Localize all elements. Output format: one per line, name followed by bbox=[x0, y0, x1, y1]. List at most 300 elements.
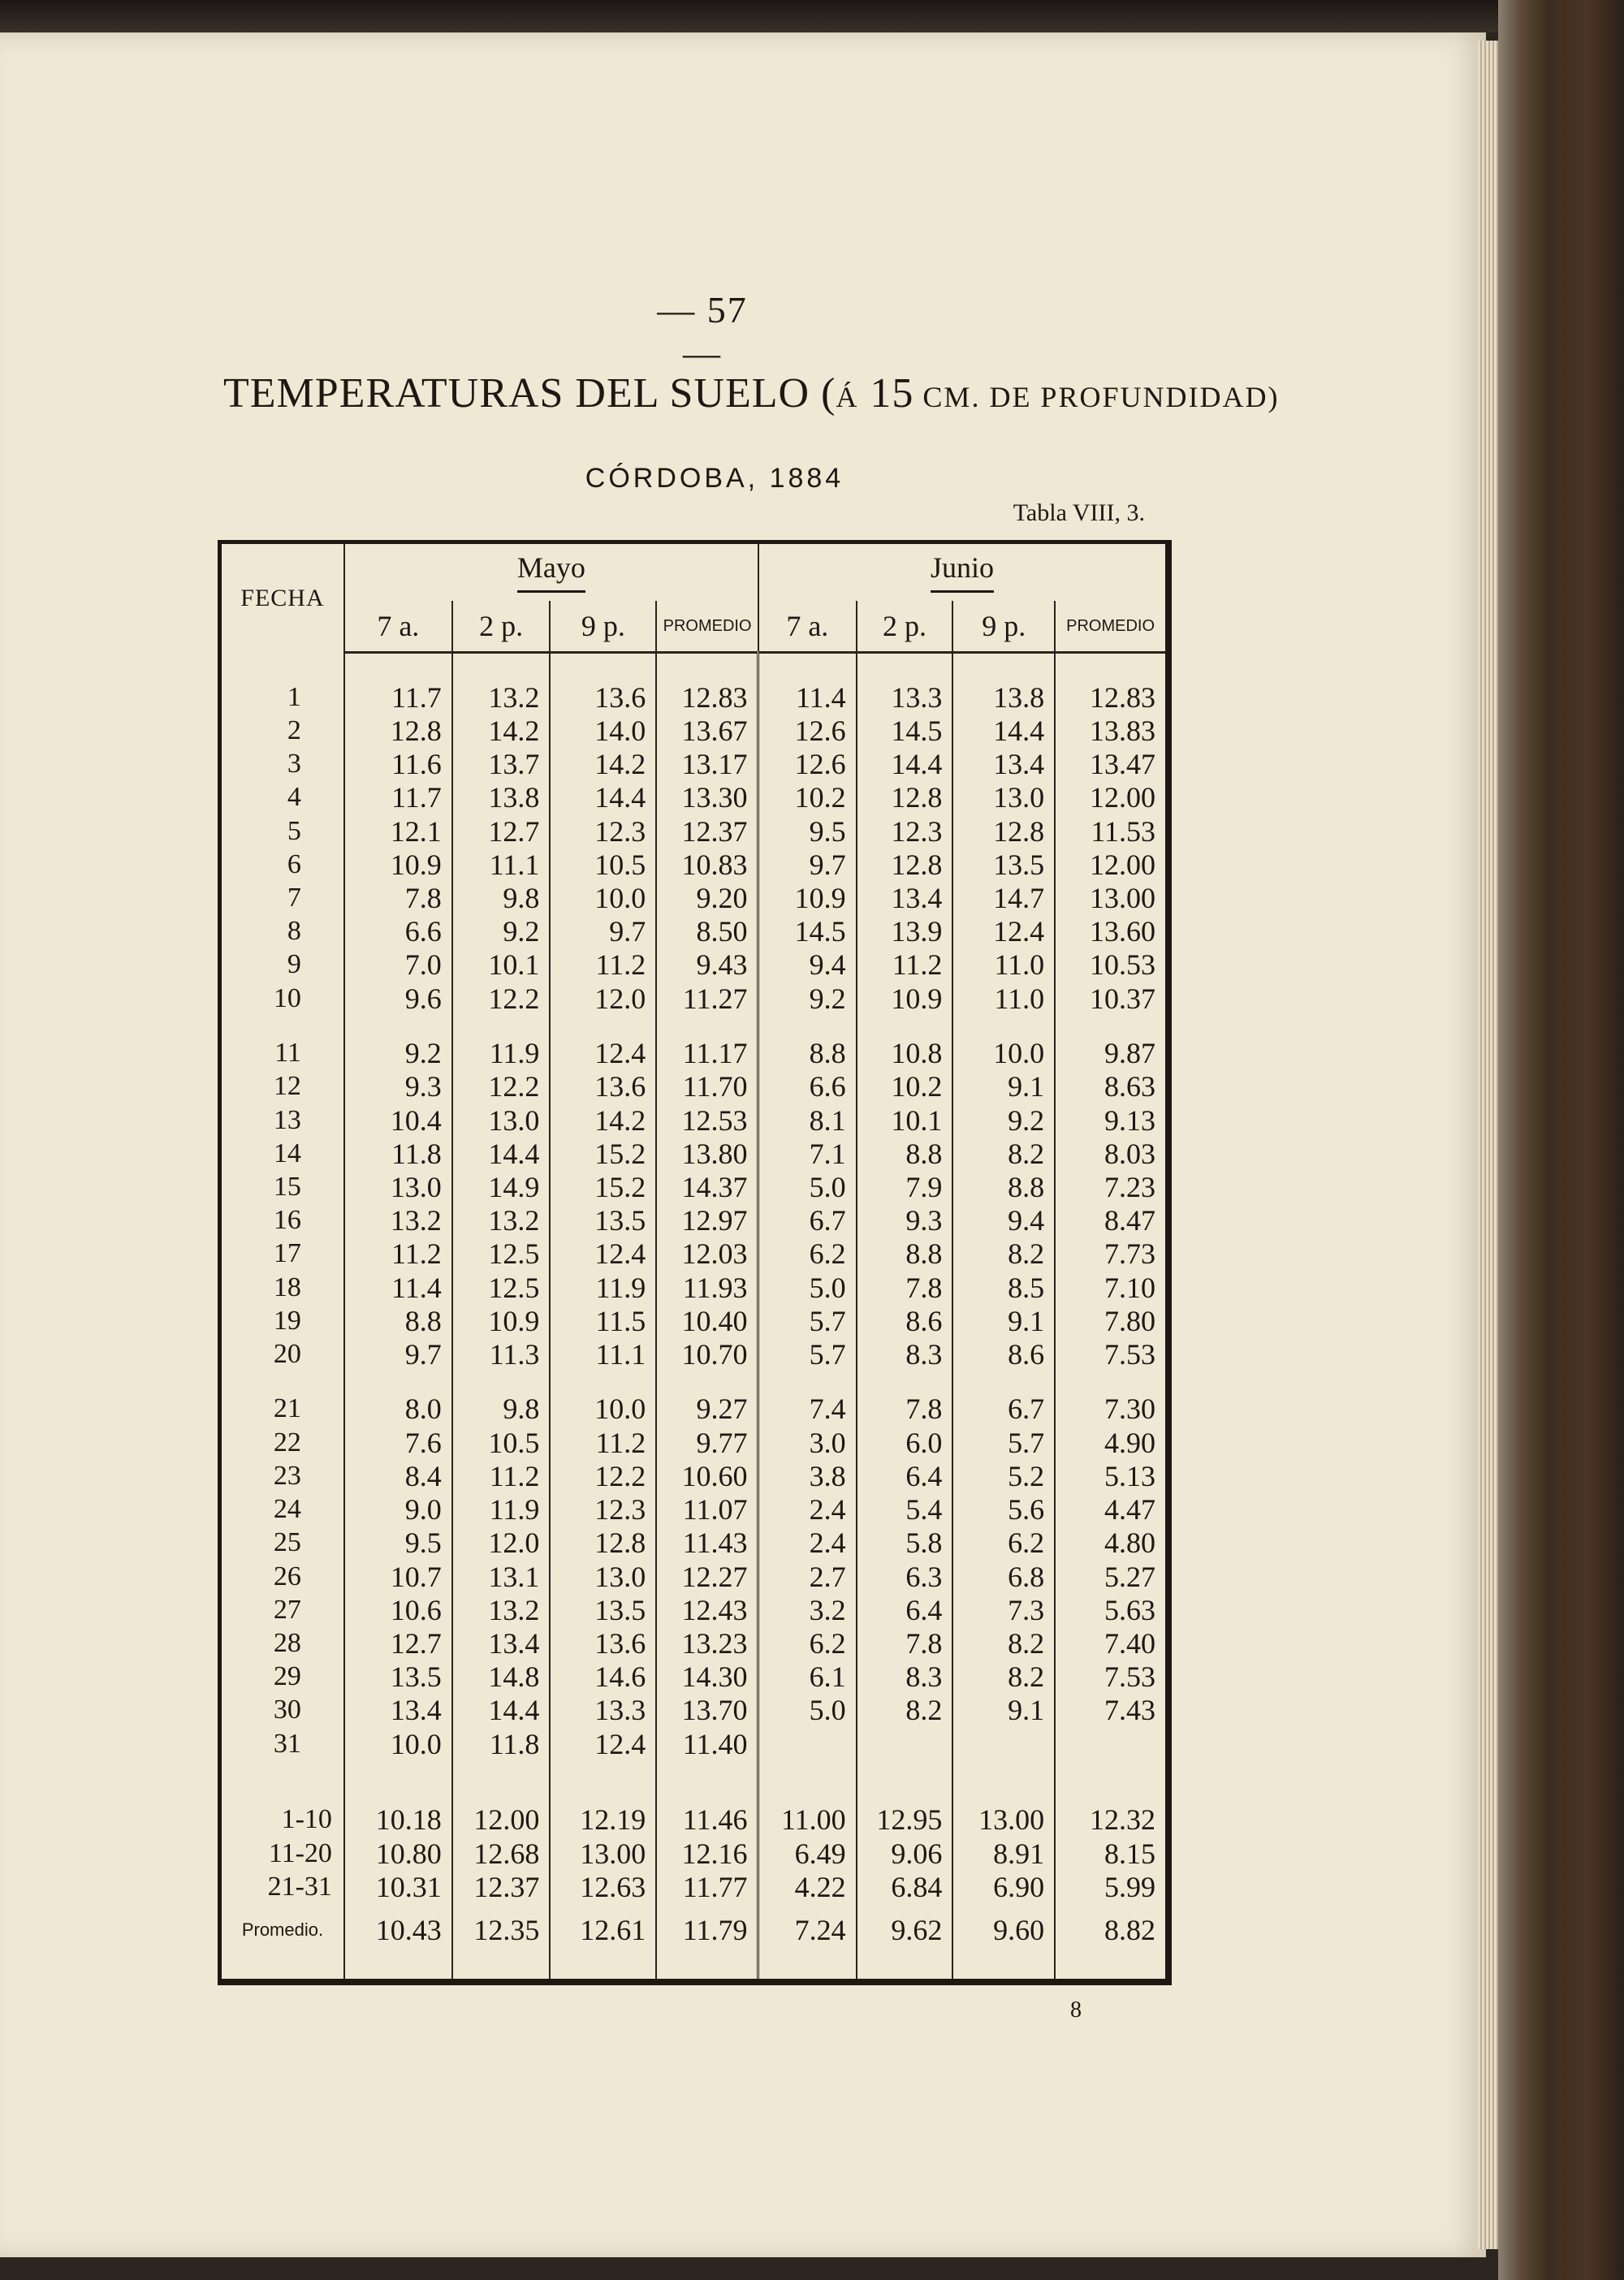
value-cell: 13.2 bbox=[452, 680, 551, 714]
value-cell: 13.8 bbox=[452, 781, 551, 814]
value-cell: 6.49 bbox=[758, 1837, 857, 1870]
value-cell: 10.53 bbox=[1055, 948, 1165, 982]
value-cell: 13.00 bbox=[952, 1803, 1055, 1837]
value-cell: 8.1 bbox=[758, 1103, 857, 1137]
value-cell: 13.6 bbox=[550, 1070, 656, 1103]
value-cell: 12.68 bbox=[452, 1837, 551, 1870]
value-cell: 6.84 bbox=[857, 1870, 953, 1903]
table-row bbox=[222, 1170, 1165, 1203]
title-depth: 15 bbox=[870, 370, 914, 417]
value-cell: 5.7 bbox=[758, 1304, 857, 1337]
fecha-cell: Promedio. bbox=[241, 1919, 324, 1941]
value-cell: 11.77 bbox=[656, 1870, 758, 1903]
value-cell bbox=[452, 1760, 551, 1781]
value-cell: 6.7 bbox=[758, 1204, 857, 1237]
value-cell: 12.4 bbox=[550, 1237, 656, 1271]
value-cell: 13.0 bbox=[344, 1170, 452, 1203]
fecha-cell: 16 bbox=[273, 1205, 301, 1236]
value-cell: 11.4 bbox=[344, 1271, 452, 1304]
value-cell: 9.3 bbox=[857, 1204, 953, 1237]
value-cell: 8.8 bbox=[857, 1137, 953, 1170]
value-cell: 12.3 bbox=[857, 814, 953, 848]
value-cell: 12.63 bbox=[550, 1870, 656, 1903]
value-cell: 10.37 bbox=[1055, 982, 1165, 1015]
value-cell: 14.2 bbox=[452, 714, 551, 747]
value-cell: 10.70 bbox=[656, 1337, 758, 1371]
value-cell: 11.4 bbox=[758, 680, 857, 714]
value-cell: 5.7 bbox=[758, 1337, 857, 1371]
value-cell bbox=[656, 1015, 758, 1036]
value-cell: 10.60 bbox=[656, 1459, 758, 1492]
table-row bbox=[222, 748, 1165, 781]
value-cell: 9.0 bbox=[344, 1493, 452, 1526]
value-cell: 13.00 bbox=[1055, 881, 1165, 914]
fecha-cell: 4 bbox=[287, 782, 301, 813]
value-cell bbox=[1055, 1760, 1165, 1781]
table-body bbox=[222, 653, 1165, 1980]
value-cell: 11.1 bbox=[550, 1337, 656, 1371]
col-header: 9 p. bbox=[952, 601, 1055, 653]
value-cell: 7.24 bbox=[758, 1903, 857, 1957]
fecha-cell: 30 bbox=[273, 1695, 301, 1725]
table-row bbox=[222, 714, 1165, 747]
table-row bbox=[222, 1271, 1165, 1304]
fecha-cell: 20 bbox=[273, 1338, 301, 1369]
value-cell: 13.1 bbox=[452, 1560, 551, 1593]
value-cell: 10.31 bbox=[344, 1870, 452, 1903]
value-cell: 11.43 bbox=[656, 1526, 758, 1560]
value-cell: 5.0 bbox=[758, 1170, 857, 1203]
value-cell: 12.61 bbox=[550, 1903, 656, 1957]
value-cell: 12.32 bbox=[1055, 1803, 1165, 1837]
fecha-cell: 10 bbox=[273, 982, 301, 1013]
value-cell bbox=[857, 1015, 953, 1036]
value-cell: 6.3 bbox=[857, 1560, 953, 1593]
value-cell: 12.8 bbox=[344, 714, 452, 747]
value-cell bbox=[758, 1015, 857, 1036]
value-cell: 12.3 bbox=[550, 1493, 656, 1526]
value-cell: 11.27 bbox=[656, 982, 758, 1015]
value-cell: 7.43 bbox=[1055, 1694, 1165, 1727]
value-cell: 2.7 bbox=[758, 1560, 857, 1593]
fecha-cell: 15 bbox=[273, 1171, 301, 1202]
value-cell: 9.62 bbox=[857, 1903, 953, 1957]
value-cell: 12.97 bbox=[656, 1204, 758, 1237]
value-cell bbox=[550, 1015, 656, 1036]
header-junio bbox=[758, 544, 1165, 601]
value-cell: 5.27 bbox=[1055, 1560, 1165, 1593]
value-cell: 8.2 bbox=[952, 1660, 1055, 1694]
value-cell: 14.9 bbox=[452, 1170, 551, 1203]
value-cell bbox=[452, 1957, 551, 1979]
value-cell bbox=[1055, 653, 1165, 681]
fecha-cell: 14 bbox=[273, 1138, 301, 1168]
table-row bbox=[222, 1727, 1165, 1760]
value-cell: 12.03 bbox=[656, 1237, 758, 1271]
table-row bbox=[222, 1337, 1165, 1371]
value-cell: 3.2 bbox=[758, 1593, 857, 1626]
header-fecha: FECHA bbox=[240, 584, 325, 611]
value-cell: 14.6 bbox=[550, 1660, 656, 1694]
value-cell: 13.6 bbox=[550, 680, 656, 714]
value-cell: 12.8 bbox=[857, 848, 953, 881]
value-cell: 7.40 bbox=[1055, 1626, 1165, 1660]
value-cell: 11.2 bbox=[550, 948, 656, 982]
value-cell: 5.0 bbox=[758, 1694, 857, 1727]
value-cell: 14.4 bbox=[550, 781, 656, 814]
value-cell: 10.9 bbox=[758, 881, 857, 914]
table-row bbox=[222, 680, 1165, 714]
value-cell bbox=[1055, 1371, 1165, 1393]
value-cell: 12.0 bbox=[452, 1526, 551, 1560]
value-cell: 3.8 bbox=[758, 1459, 857, 1492]
value-cell: 9.06 bbox=[857, 1837, 953, 1870]
fecha-cell: 21 bbox=[273, 1393, 301, 1424]
value-cell bbox=[758, 1760, 857, 1781]
value-cell: 9.7 bbox=[550, 915, 656, 948]
value-cell: 11.0 bbox=[952, 948, 1055, 982]
value-cell: 15.2 bbox=[550, 1137, 656, 1170]
col-header: 7 a. bbox=[758, 601, 857, 653]
header-mayo bbox=[344, 544, 758, 601]
value-cell bbox=[344, 1760, 452, 1781]
value-cell: 8.2 bbox=[952, 1237, 1055, 1271]
value-cell: 11.9 bbox=[550, 1271, 656, 1304]
table-row bbox=[222, 1237, 1165, 1271]
value-cell: 8.8 bbox=[952, 1170, 1055, 1203]
value-cell bbox=[857, 1760, 953, 1781]
col-header: 2 p. bbox=[452, 601, 551, 653]
value-cell: 14.30 bbox=[656, 1660, 758, 1694]
fecha-cell: 18 bbox=[273, 1272, 301, 1302]
value-cell bbox=[758, 1957, 857, 1979]
value-cell: 14.5 bbox=[857, 714, 953, 747]
value-cell: 14.5 bbox=[758, 915, 857, 948]
value-cell: 11.2 bbox=[857, 948, 953, 982]
fecha-cell: 31 bbox=[273, 1728, 301, 1759]
value-cell: 13.8 bbox=[952, 680, 1055, 714]
value-cell: 6.4 bbox=[857, 1459, 953, 1492]
value-cell bbox=[1055, 1015, 1165, 1036]
value-cell: 9.8 bbox=[452, 1393, 551, 1426]
value-cell: 11.17 bbox=[656, 1037, 758, 1070]
value-cell: 7.0 bbox=[344, 948, 452, 982]
value-cell: 12.2 bbox=[550, 1459, 656, 1492]
value-cell: 7.4 bbox=[758, 1393, 857, 1426]
value-cell: 11.8 bbox=[452, 1727, 551, 1760]
fecha-cell: 19 bbox=[273, 1305, 301, 1336]
book-binding bbox=[1498, 0, 1624, 2280]
spacer-row bbox=[222, 1371, 1165, 1393]
fecha-cell: 8 bbox=[287, 916, 301, 947]
value-cell: 14.8 bbox=[452, 1660, 551, 1694]
value-cell: 8.03 bbox=[1055, 1137, 1165, 1170]
value-cell: 9.1 bbox=[952, 1070, 1055, 1103]
fecha-cell: 26 bbox=[273, 1561, 301, 1591]
value-cell: 13.2 bbox=[452, 1204, 551, 1237]
spacer-row bbox=[222, 1781, 1165, 1803]
value-cell: 10.6 bbox=[344, 1593, 452, 1626]
value-cell: 12.8 bbox=[857, 781, 953, 814]
value-cell: 14.0 bbox=[550, 714, 656, 747]
fecha-cell: 22 bbox=[273, 1427, 301, 1457]
value-cell: 5.99 bbox=[1055, 1870, 1165, 1903]
value-cell bbox=[758, 1371, 857, 1393]
value-cell bbox=[758, 653, 857, 681]
table-row bbox=[222, 1426, 1165, 1459]
value-cell bbox=[1055, 1781, 1165, 1803]
value-cell: 2.4 bbox=[758, 1493, 857, 1526]
value-cell: 13.5 bbox=[550, 1204, 656, 1237]
col-header: 7 a. bbox=[344, 601, 452, 653]
value-cell: 8.50 bbox=[656, 915, 758, 948]
value-cell: 7.3 bbox=[952, 1593, 1055, 1626]
value-cell bbox=[452, 1371, 551, 1393]
value-cell: 7.1 bbox=[758, 1137, 857, 1170]
fecha-cell: 1 bbox=[287, 681, 301, 712]
value-cell: 5.8 bbox=[857, 1526, 953, 1560]
value-cell: 14.4 bbox=[952, 714, 1055, 747]
fecha-cell: 11 bbox=[274, 1038, 301, 1069]
value-cell: 8.3 bbox=[857, 1337, 953, 1371]
value-cell: 13.3 bbox=[550, 1694, 656, 1727]
value-cell bbox=[452, 1781, 551, 1803]
value-cell: 12.8 bbox=[550, 1526, 656, 1560]
value-cell bbox=[550, 653, 656, 681]
value-cell: 8.5 bbox=[952, 1271, 1055, 1304]
table-row bbox=[222, 1393, 1165, 1426]
value-cell bbox=[857, 1957, 953, 1979]
value-cell bbox=[1055, 1727, 1165, 1760]
value-cell: 5.6 bbox=[952, 1493, 1055, 1526]
value-cell: 8.91 bbox=[952, 1837, 1055, 1870]
value-cell: 12.35 bbox=[452, 1903, 551, 1957]
value-cell: 11.00 bbox=[758, 1803, 857, 1837]
value-cell: 9.5 bbox=[758, 814, 857, 848]
value-cell: 9.3 bbox=[344, 1070, 452, 1103]
title-main: TEMPERATURAS DEL SUELO ( bbox=[223, 370, 836, 417]
value-cell: 7.30 bbox=[1055, 1393, 1165, 1426]
value-cell: 8.6 bbox=[952, 1337, 1055, 1371]
value-cell: 11.9 bbox=[452, 1037, 551, 1070]
value-cell: 13.3 bbox=[857, 680, 953, 714]
value-cell: 11.8 bbox=[344, 1137, 452, 1170]
value-cell bbox=[857, 653, 953, 681]
value-cell: 6.90 bbox=[952, 1870, 1055, 1903]
value-cell: 5.63 bbox=[1055, 1593, 1165, 1626]
value-cell: 9.4 bbox=[952, 1204, 1055, 1237]
col-header: PROMEDIO bbox=[656, 601, 758, 653]
value-cell: 6.2 bbox=[758, 1626, 857, 1660]
value-cell bbox=[857, 1371, 953, 1393]
average-row bbox=[222, 1870, 1165, 1903]
value-cell: 13.7 bbox=[452, 748, 551, 781]
value-cell: 8.0 bbox=[344, 1393, 452, 1426]
value-cell bbox=[452, 1015, 551, 1036]
value-cell bbox=[656, 1760, 758, 1781]
table-row bbox=[222, 1626, 1165, 1660]
fecha-cell: 25 bbox=[273, 1527, 301, 1558]
table-row bbox=[222, 1694, 1165, 1727]
value-cell: 4.90 bbox=[1055, 1426, 1165, 1459]
page-number: — 57 — bbox=[657, 289, 748, 374]
value-cell: 9.43 bbox=[656, 948, 758, 982]
value-cell: 13.5 bbox=[952, 848, 1055, 881]
table-row bbox=[222, 1493, 1165, 1526]
top-strip bbox=[0, 0, 1624, 32]
table-row bbox=[222, 781, 1165, 814]
value-cell: 9.5 bbox=[344, 1526, 452, 1560]
value-cell: 13.67 bbox=[656, 714, 758, 747]
value-cell: 4.80 bbox=[1055, 1526, 1165, 1560]
value-cell bbox=[656, 1371, 758, 1393]
value-cell bbox=[656, 1957, 758, 1979]
value-cell: 13.4 bbox=[857, 881, 953, 914]
value-cell: 4.22 bbox=[758, 1870, 857, 1903]
fecha-cell: 13 bbox=[273, 1104, 301, 1135]
value-cell: 10.43 bbox=[344, 1903, 452, 1957]
value-cell: 13.2 bbox=[344, 1204, 452, 1237]
value-cell: 3.0 bbox=[758, 1426, 857, 1459]
header-mayo-label: Mayo bbox=[517, 553, 585, 593]
value-cell: 13.17 bbox=[656, 748, 758, 781]
value-cell: 10.9 bbox=[344, 848, 452, 881]
col-header: PROMEDIO bbox=[1055, 601, 1165, 653]
fecha-cell: 9 bbox=[287, 949, 301, 980]
value-cell: 14.4 bbox=[452, 1694, 551, 1727]
value-cell: 6.7 bbox=[952, 1393, 1055, 1426]
fecha-cell bbox=[222, 1957, 344, 1979]
value-cell: 13.4 bbox=[344, 1694, 452, 1727]
value-cell: 9.7 bbox=[344, 1337, 452, 1371]
value-cell: 7.8 bbox=[857, 1271, 953, 1304]
table-row bbox=[222, 948, 1165, 982]
value-cell: 8.82 bbox=[1055, 1903, 1165, 1957]
fecha-cell bbox=[222, 1371, 344, 1393]
value-cell bbox=[550, 1781, 656, 1803]
value-cell bbox=[452, 653, 551, 681]
table-row bbox=[222, 1137, 1165, 1170]
value-cell bbox=[344, 653, 452, 681]
value-cell: 11.0 bbox=[952, 982, 1055, 1015]
value-cell: 10.2 bbox=[758, 781, 857, 814]
spacer-row bbox=[222, 653, 1165, 681]
value-cell: 13.5 bbox=[550, 1593, 656, 1626]
value-cell: 10.0 bbox=[952, 1037, 1055, 1070]
value-cell: 13.80 bbox=[656, 1137, 758, 1170]
fecha-cell: 29 bbox=[273, 1661, 301, 1692]
value-cell: 14.2 bbox=[550, 748, 656, 781]
value-cell: 7.23 bbox=[1055, 1170, 1165, 1203]
value-cell: 9.6 bbox=[344, 982, 452, 1015]
value-cell bbox=[952, 1957, 1055, 1979]
value-cell: 12.00 bbox=[1055, 848, 1165, 881]
value-cell: 9.7 bbox=[758, 848, 857, 881]
value-cell: 11.1 bbox=[452, 848, 551, 881]
value-cell bbox=[344, 1371, 452, 1393]
fecha-cell: 12 bbox=[273, 1071, 301, 1102]
value-cell: 11.2 bbox=[550, 1426, 656, 1459]
value-cell: 8.2 bbox=[952, 1137, 1055, 1170]
spacer-row bbox=[222, 1015, 1165, 1036]
fecha-cell: 17 bbox=[273, 1238, 301, 1269]
table-row bbox=[222, 881, 1165, 914]
value-cell bbox=[952, 1015, 1055, 1036]
fecha-cell: 7 bbox=[287, 882, 301, 913]
value-cell: 7.8 bbox=[344, 881, 452, 914]
value-cell: 12.95 bbox=[857, 1803, 953, 1837]
average-row bbox=[222, 1803, 1165, 1837]
fecha-cell bbox=[222, 1015, 344, 1036]
value-cell: 12.00 bbox=[1055, 781, 1165, 814]
value-cell: 7.8 bbox=[857, 1393, 953, 1426]
fecha-cell: 24 bbox=[273, 1494, 301, 1525]
value-cell: 10.0 bbox=[550, 881, 656, 914]
value-cell: 9.8 bbox=[452, 881, 551, 914]
value-cell bbox=[758, 1727, 857, 1760]
value-cell: 6.8 bbox=[952, 1560, 1055, 1593]
value-cell: 7.10 bbox=[1055, 1271, 1165, 1304]
subtitle: CÓRDOBA, 1884 bbox=[585, 463, 844, 494]
value-cell: 12.0 bbox=[550, 982, 656, 1015]
value-cell: 6.1 bbox=[758, 1660, 857, 1694]
value-cell: 13.4 bbox=[952, 748, 1055, 781]
value-cell bbox=[952, 653, 1055, 681]
value-cell: 10.1 bbox=[452, 948, 551, 982]
value-cell: 9.20 bbox=[656, 881, 758, 914]
value-cell bbox=[656, 653, 758, 681]
value-cell: 9.1 bbox=[952, 1304, 1055, 1337]
table-row bbox=[222, 915, 1165, 948]
value-cell: 7.9 bbox=[857, 1170, 953, 1203]
value-cell: 12.6 bbox=[758, 748, 857, 781]
spacer-row bbox=[222, 1957, 1165, 1979]
value-cell: 12.4 bbox=[952, 915, 1055, 948]
value-cell: 14.2 bbox=[550, 1103, 656, 1137]
value-cell: 8.2 bbox=[952, 1626, 1055, 1660]
value-cell: 13.60 bbox=[1055, 915, 1165, 948]
value-cell bbox=[550, 1371, 656, 1393]
value-cell: 11.2 bbox=[344, 1237, 452, 1271]
value-cell: 8.6 bbox=[857, 1304, 953, 1337]
value-cell: 11.5 bbox=[550, 1304, 656, 1337]
table-row bbox=[222, 982, 1165, 1015]
value-cell: 9.13 bbox=[1055, 1103, 1165, 1137]
value-cell: 5.0 bbox=[758, 1271, 857, 1304]
temperature-table bbox=[222, 544, 1165, 1979]
value-cell: 7.6 bbox=[344, 1426, 452, 1459]
value-cell: 11.07 bbox=[656, 1493, 758, 1526]
value-cell: 11.2 bbox=[452, 1459, 551, 1492]
value-cell: 5.4 bbox=[857, 1493, 953, 1526]
value-cell: 7.73 bbox=[1055, 1237, 1165, 1271]
col-header: 2 p. bbox=[857, 601, 953, 653]
value-cell: 10.83 bbox=[656, 848, 758, 881]
fecha-cell: 28 bbox=[273, 1627, 301, 1658]
promedio-row bbox=[222, 1903, 1165, 1957]
value-cell: 11.3 bbox=[452, 1337, 551, 1371]
value-cell: 10.8 bbox=[857, 1037, 953, 1070]
table-row bbox=[222, 1204, 1165, 1237]
table-row bbox=[222, 1526, 1165, 1560]
value-cell: 13.30 bbox=[656, 781, 758, 814]
value-cell: 12.83 bbox=[656, 680, 758, 714]
value-cell: 12.83 bbox=[1055, 680, 1165, 714]
fecha-cell: 27 bbox=[273, 1594, 301, 1625]
value-cell: 7.80 bbox=[1055, 1304, 1165, 1337]
value-cell: 11.46 bbox=[656, 1803, 758, 1837]
value-cell: 6.2 bbox=[952, 1526, 1055, 1560]
